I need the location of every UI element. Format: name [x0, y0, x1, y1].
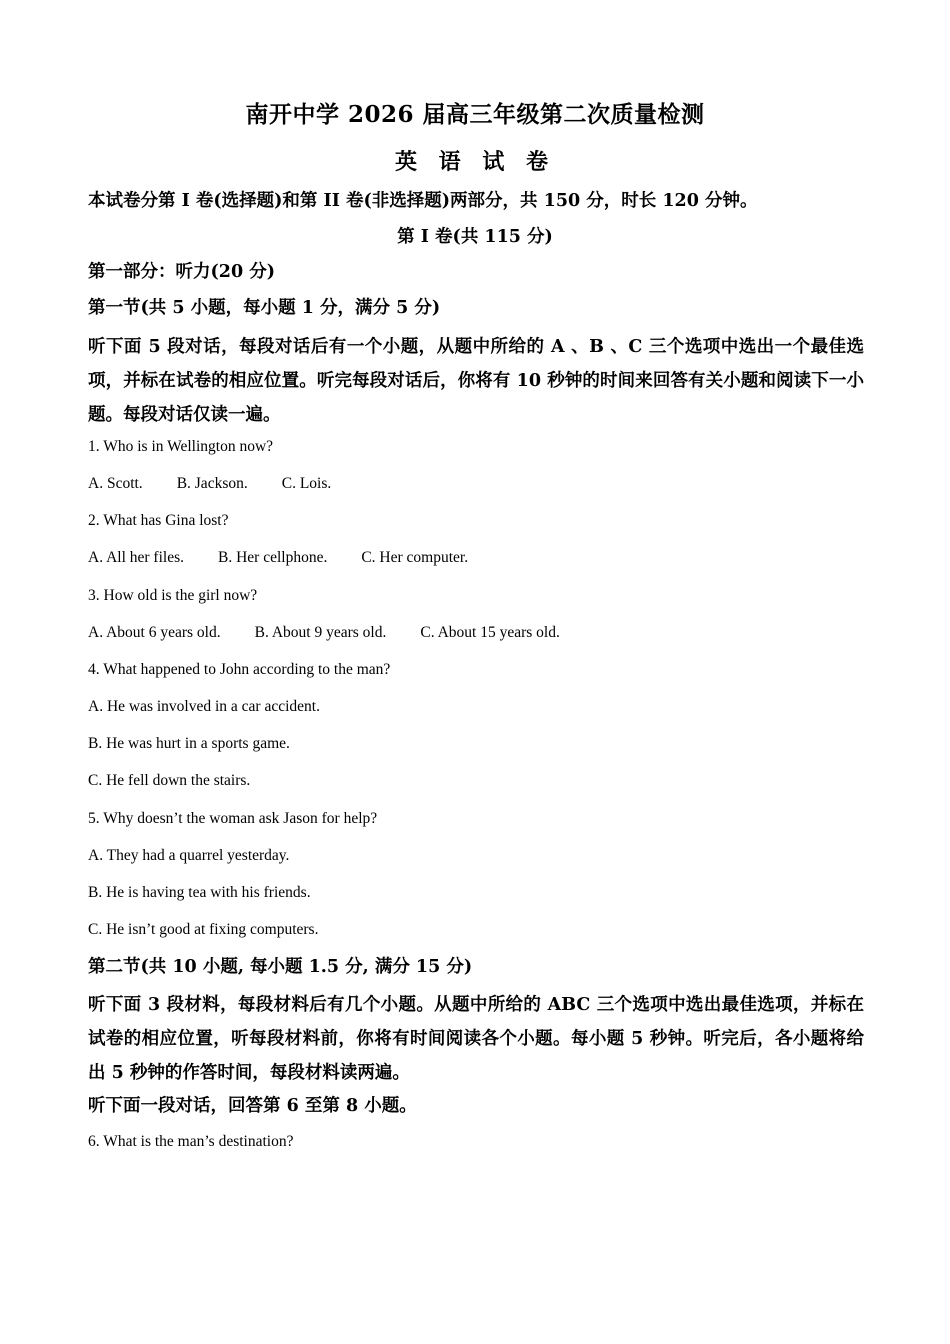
question-stem: 2. What has Gina lost? — [88, 512, 229, 529]
question-stem: 6. What is the man’s destination? — [88, 1133, 294, 1150]
question-stem: 4. What happened to John according to the man? — [88, 661, 391, 678]
option: B. He was hurt in a sports game. — [88, 735, 290, 752]
option: A. About 6 years old. — [88, 624, 221, 641]
section1-instructions: 听下面 5 段对话，每段对话后有一个小题，从题中所给的 A 、B 、C 三个选项中选出一个最佳选项，并标在试卷的相应位置。听完每段对话后，你将有 10 秒钟的时间来回答有关小题和阅读下一小题。每段对话仅读一遍。 — [88, 337, 864, 425]
question-stem: 5. Why doesn’t the woman ask Jason for help? — [88, 810, 378, 827]
option: B. Jackson. — [176, 475, 248, 492]
option: B. About 9 years old. — [254, 624, 387, 641]
option: C. About 15 years old. — [420, 624, 560, 641]
option: C. He fell down the stairs. — [88, 772, 251, 789]
section1-title: 第一节(共 5 小题，每小题 1 分，满分 5 分) — [88, 298, 441, 318]
part1-title: 第一部分：听力(20 分) — [88, 262, 276, 282]
exam-intro: 本试卷分第 I 卷(选择题)和第 II 卷(非选择题)两部分，共 150 分，时长 120 分钟。 — [88, 191, 758, 211]
option: A. Scott. — [88, 475, 143, 492]
options-row — [88, 547, 468, 569]
question-stem: 1. Who is in Wellington now? — [88, 438, 274, 455]
option: A. He was involved in a car accident. — [88, 698, 320, 715]
volume-title: 第 I 卷(共 115 分) — [397, 227, 553, 247]
option: B. He is having tea with his friends. — [88, 884, 311, 901]
exam-subtitle: 英 语 试 卷 — [395, 149, 555, 175]
option: B. Her cellphone. — [218, 549, 328, 566]
option: C. He isn’t good at fixing computers. — [88, 921, 319, 938]
question-stem: 3. How old is the girl now? — [88, 587, 258, 604]
exam-title: 南开中学 2026 届高三年级第二次质量检测 — [245, 101, 705, 128]
options-row — [88, 473, 331, 495]
dialogue-intro: 听下面一段对话，回答第 6 至第 8 小题。 — [88, 1096, 417, 1116]
section2-title: 第二节(共 10 小题, 每小题 1.5 分, 满分 15 分) — [88, 957, 473, 977]
option: C. Lois. — [281, 475, 332, 492]
option: C. Her computer. — [361, 549, 469, 566]
option: A. All her files. — [88, 549, 184, 566]
option: A. They had a quarrel yesterday. — [88, 847, 290, 864]
options-row — [88, 622, 560, 644]
section2-instructions: 听下面 3 段材料，每段材料后有几个小题。从题中所给的 ABC 三个选项中选出最佳选项，并标在试卷的相应位置，听每段材料前，你将有时间阅读各个小题。每小题 5 秒钟。听完后，各小题将给出 5 秒钟的作答时间，每段材料读两遍。 — [88, 995, 864, 1083]
